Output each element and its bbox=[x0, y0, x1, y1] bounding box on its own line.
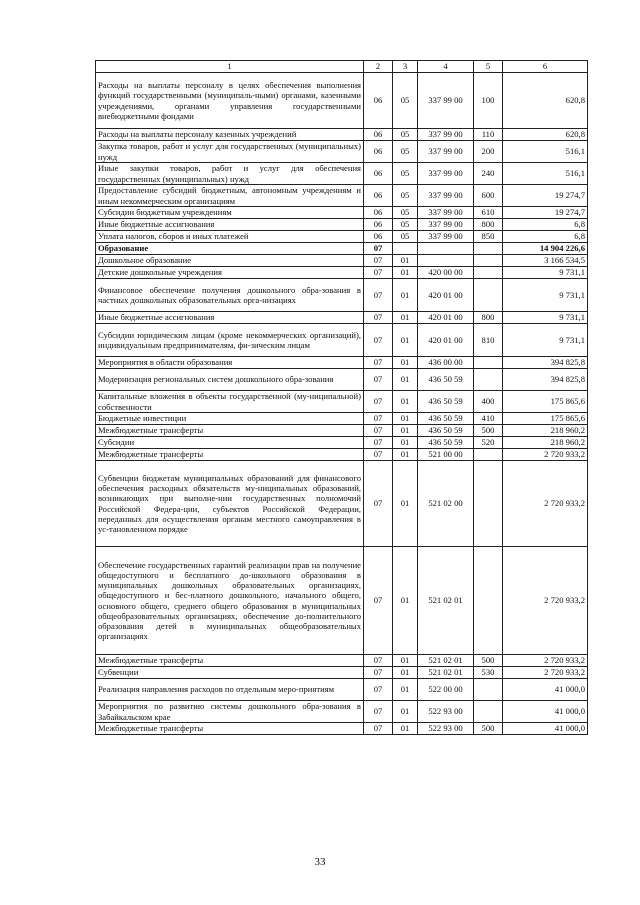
row-subsection: 01 bbox=[393, 679, 418, 701]
table-row bbox=[96, 163, 588, 185]
row-section: 07 bbox=[364, 357, 393, 369]
row-amount: 19 274,7 bbox=[503, 185, 588, 207]
row-expense-type: 410 bbox=[474, 413, 503, 425]
row-expense-type: 530 bbox=[474, 667, 503, 679]
row-expense-type: 500 bbox=[474, 723, 503, 735]
row-section: 07 bbox=[364, 312, 393, 324]
header-cell: 1 bbox=[96, 61, 364, 73]
row-name: Дошкольное образование bbox=[96, 255, 364, 267]
row-section: 07 bbox=[364, 255, 393, 267]
row-section: 07 bbox=[364, 723, 393, 735]
row-expense-type bbox=[474, 461, 503, 547]
table-row bbox=[96, 279, 588, 312]
header-row bbox=[96, 61, 588, 73]
table-row bbox=[96, 129, 588, 141]
row-expense-type: 110 bbox=[474, 129, 503, 141]
row-target-article: 521 00 00 bbox=[418, 449, 474, 461]
row-target-article: 521 02 01 bbox=[418, 655, 474, 667]
row-section: 07 bbox=[364, 391, 393, 413]
table-row bbox=[96, 679, 588, 701]
row-name: Уплата налогов, сборов и иных платежей bbox=[96, 231, 364, 243]
row-amount: 516,1 bbox=[503, 141, 588, 163]
row-name: Межбюджетные трансферты bbox=[96, 723, 364, 735]
row-amount: 2 720 933,2 bbox=[503, 461, 588, 547]
row-subsection: 01 bbox=[393, 279, 418, 312]
row-section: 07 bbox=[364, 461, 393, 547]
row-target-article: 521 02 01 bbox=[418, 667, 474, 679]
row-expense-type: 810 bbox=[474, 324, 503, 357]
row-target-article: 337 99 00 bbox=[418, 141, 474, 163]
row-name: Капитальные вложения в объекты государственной (му-ниципальной) собственности bbox=[96, 391, 364, 413]
row-name: Расходы на выплаты персоналу в целях обеспечения выполнения функций государственными (муниципаль-ными) органами, казенными учреждениями, органами управления государственными внебюджетными фондами bbox=[96, 73, 364, 129]
row-expense-type bbox=[474, 255, 503, 267]
row-amount: 9 731,1 bbox=[503, 267, 588, 279]
row-section: 07 bbox=[364, 279, 393, 312]
row-expense-type: 800 bbox=[474, 219, 503, 231]
row-name: Реализация направления расходов по отдельным меро-приятиям bbox=[96, 679, 364, 701]
row-subsection: 01 bbox=[393, 437, 418, 449]
table-row bbox=[96, 369, 588, 391]
row-amount: 2 720 933,2 bbox=[503, 547, 588, 655]
row-section: 06 bbox=[364, 207, 393, 219]
row-expense-type: 500 bbox=[474, 425, 503, 437]
row-subsection: 01 bbox=[393, 391, 418, 413]
row-section: 06 bbox=[364, 219, 393, 231]
row-target-article: 521 02 00 bbox=[418, 461, 474, 547]
page-number: 33 bbox=[314, 856, 326, 868]
row-expense-type bbox=[474, 701, 503, 723]
row-subsection: 01 bbox=[393, 667, 418, 679]
row-name: Закупка товаров, работ и услуг для государственных (муниципальных) нужд bbox=[96, 141, 364, 163]
row-amount: 41 000,0 bbox=[503, 701, 588, 723]
row-target-article: 420 01 00 bbox=[418, 312, 474, 324]
table-row bbox=[96, 231, 588, 243]
row-name: Бюджетные инвестиции bbox=[96, 413, 364, 425]
row-subsection: 01 bbox=[393, 413, 418, 425]
row-amount: 2 720 933,2 bbox=[503, 449, 588, 461]
row-expense-type: 600 bbox=[474, 185, 503, 207]
row-target-article bbox=[418, 243, 474, 255]
row-name: Обеспечение государственных гарантий реализации прав на получение общедоступного и бесплатного до-школьного образования в муниципальных дошкольных образовательных организациях, общедоступного и бес-платного дошкольного, начального общего, основного общего, среднего общего образования в муниципальных общеобразовательных организациях, обеспечение до-полнительного образования детей в муниципальных общеобразовательных организациях bbox=[96, 547, 364, 655]
table-row bbox=[96, 667, 588, 679]
row-target-article: 420 01 00 bbox=[418, 324, 474, 357]
row-subsection: 05 bbox=[393, 129, 418, 141]
row-section: 07 bbox=[364, 243, 393, 255]
row-name: Образование bbox=[96, 243, 364, 255]
row-expense-type: 240 bbox=[474, 163, 503, 185]
row-name: Предоставление субсидий бюджетным, автономным учреждениям и иным некоммерческим организациям bbox=[96, 185, 364, 207]
row-name: Межбюджетные трансферты bbox=[96, 449, 364, 461]
table-row bbox=[96, 243, 588, 255]
row-section: 06 bbox=[364, 129, 393, 141]
row-name: Финансовое обеспечение получения дошкольного обра-зования в частных дошкольных образовательных орга-низациях bbox=[96, 279, 364, 312]
table-body bbox=[96, 73, 588, 735]
row-subsection: 01 bbox=[393, 449, 418, 461]
table-row bbox=[96, 207, 588, 219]
row-name: Межбюджетные трансферты bbox=[96, 655, 364, 667]
row-name: Субсидии бюджетным учреждениям bbox=[96, 207, 364, 219]
row-amount: 218 960,2 bbox=[503, 425, 588, 437]
row-section: 07 bbox=[364, 547, 393, 655]
row-target-article: 436 00 00 bbox=[418, 357, 474, 369]
row-amount: 3 166 534,5 bbox=[503, 255, 588, 267]
row-subsection: 01 bbox=[393, 267, 418, 279]
table-row bbox=[96, 324, 588, 357]
row-expense-type bbox=[474, 369, 503, 391]
table-row bbox=[96, 723, 588, 735]
row-expense-type bbox=[474, 243, 503, 255]
row-target-article: 337 99 00 bbox=[418, 207, 474, 219]
row-target-article: 337 99 00 bbox=[418, 219, 474, 231]
row-name: Модернизация региональных систем дошкольного обра-зования bbox=[96, 369, 364, 391]
row-amount: 14 904 226,6 bbox=[503, 243, 588, 255]
row-amount: 41 000,0 bbox=[503, 723, 588, 735]
row-subsection: 01 bbox=[393, 655, 418, 667]
table-row bbox=[96, 449, 588, 461]
row-section: 06 bbox=[364, 73, 393, 129]
row-amount: 6,8 bbox=[503, 231, 588, 243]
row-amount: 9 731,1 bbox=[503, 324, 588, 357]
row-expense-type bbox=[474, 547, 503, 655]
row-subsection: 01 bbox=[393, 461, 418, 547]
row-expense-type: 200 bbox=[474, 141, 503, 163]
table-row bbox=[96, 185, 588, 207]
table-row bbox=[96, 391, 588, 413]
row-section: 07 bbox=[364, 679, 393, 701]
row-section: 07 bbox=[364, 667, 393, 679]
row-name: Иные бюджетные ассигнования bbox=[96, 312, 364, 324]
row-amount: 394 825,8 bbox=[503, 357, 588, 369]
table-row bbox=[96, 547, 588, 655]
row-subsection: 01 bbox=[393, 547, 418, 655]
row-target-article: 521 02 01 bbox=[418, 547, 474, 655]
row-expense-type: 100 bbox=[474, 73, 503, 129]
row-target-article: 420 01 00 bbox=[418, 279, 474, 312]
row-amount: 2 720 933,2 bbox=[503, 667, 588, 679]
row-subsection: 05 bbox=[393, 163, 418, 185]
table-row bbox=[96, 267, 588, 279]
row-expense-type: 500 bbox=[474, 655, 503, 667]
table-row bbox=[96, 357, 588, 369]
row-subsection: 05 bbox=[393, 219, 418, 231]
table-row bbox=[96, 413, 588, 425]
header-cell: 6 bbox=[503, 61, 588, 73]
row-amount: 218 960,2 bbox=[503, 437, 588, 449]
table-row bbox=[96, 425, 588, 437]
table-row bbox=[96, 73, 588, 129]
row-subsection: 01 bbox=[393, 369, 418, 391]
row-target-article: 337 99 00 bbox=[418, 73, 474, 129]
row-amount: 620,8 bbox=[503, 73, 588, 129]
row-name: Субвенции бюджетам муниципальных образований для финансового обеспечения расходных обязательств му-ниципальных образований, возникающих при выполне-нии государственных полномочий Российской Федера-ции, субъектов Российской Федерации, переданных для осуществления органам местного самоуправления в ус-тановленном порядке bbox=[96, 461, 364, 547]
row-expense-type: 400 bbox=[474, 391, 503, 413]
row-subsection: 05 bbox=[393, 185, 418, 207]
row-section: 07 bbox=[364, 267, 393, 279]
row-expense-type bbox=[474, 449, 503, 461]
header-cell: 2 bbox=[364, 61, 393, 73]
row-expense-type: 850 bbox=[474, 231, 503, 243]
row-target-article: 436 50 59 bbox=[418, 437, 474, 449]
row-section: 07 bbox=[364, 413, 393, 425]
row-amount: 620,8 bbox=[503, 129, 588, 141]
row-amount: 9 731,1 bbox=[503, 279, 588, 312]
row-expense-type bbox=[474, 279, 503, 312]
row-name: Иные закупки товаров, работ и услуг для обеспечения государственных (муниципальных) нужд bbox=[96, 163, 364, 185]
row-target-article: 337 99 00 bbox=[418, 163, 474, 185]
row-amount: 516,1 bbox=[503, 163, 588, 185]
row-expense-type: 520 bbox=[474, 437, 503, 449]
row-subsection: 01 bbox=[393, 324, 418, 357]
row-subsection: 01 bbox=[393, 701, 418, 723]
row-section: 07 bbox=[364, 437, 393, 449]
row-amount: 6,8 bbox=[503, 219, 588, 231]
table-row bbox=[96, 219, 588, 231]
header-cell: 4 bbox=[418, 61, 474, 73]
table-row bbox=[96, 437, 588, 449]
row-expense-type bbox=[474, 357, 503, 369]
row-name: Субсидии bbox=[96, 437, 364, 449]
table-row bbox=[96, 141, 588, 163]
header-cell: 5 bbox=[474, 61, 503, 73]
row-subsection: 01 bbox=[393, 255, 418, 267]
row-expense-type: 610 bbox=[474, 207, 503, 219]
row-subsection: 05 bbox=[393, 231, 418, 243]
table-row bbox=[96, 255, 588, 267]
row-name: Иные бюджетные ассигнования bbox=[96, 219, 364, 231]
row-section: 07 bbox=[364, 324, 393, 357]
row-section: 07 bbox=[364, 369, 393, 391]
row-subsection: 05 bbox=[393, 141, 418, 163]
table-row bbox=[96, 312, 588, 324]
row-target-article: 436 50 59 bbox=[418, 369, 474, 391]
row-amount: 19 274,7 bbox=[503, 207, 588, 219]
row-subsection: 05 bbox=[393, 73, 418, 129]
table-row bbox=[96, 461, 588, 547]
row-expense-type: 800 bbox=[474, 312, 503, 324]
row-amount: 41 000,0 bbox=[503, 679, 588, 701]
row-section: 06 bbox=[364, 141, 393, 163]
row-section: 07 bbox=[364, 701, 393, 723]
table-row bbox=[96, 655, 588, 667]
row-name: Мероприятия по развитию системы дошкольного обра-зования в Забайкальском крае bbox=[96, 701, 364, 723]
row-target-article: 436 50 59 bbox=[418, 413, 474, 425]
row-section: 06 bbox=[364, 163, 393, 185]
row-section: 07 bbox=[364, 655, 393, 667]
row-target-article: 436 50 59 bbox=[418, 391, 474, 413]
row-target-article: 522 93 00 bbox=[418, 723, 474, 735]
row-target-article: 420 00 00 bbox=[418, 267, 474, 279]
row-subsection: 01 bbox=[393, 425, 418, 437]
row-name: Субвенции bbox=[96, 667, 364, 679]
row-name: Межбюджетные трансферты bbox=[96, 425, 364, 437]
row-amount: 175 865,6 bbox=[503, 413, 588, 425]
row-amount: 394 825,8 bbox=[503, 369, 588, 391]
row-target-article: 337 99 00 bbox=[418, 185, 474, 207]
row-target-article bbox=[418, 255, 474, 267]
row-name: Мероприятия в области образования bbox=[96, 357, 364, 369]
row-name: Субсидии юридическим лицам (кроме некоммерческих организаций), индивидуальным предпринимателям, фи-зическим лицам bbox=[96, 324, 364, 357]
row-subsection bbox=[393, 243, 418, 255]
row-subsection: 05 bbox=[393, 207, 418, 219]
row-amount: 9 731,1 bbox=[503, 312, 588, 324]
header-cell: 3 bbox=[393, 61, 418, 73]
row-section: 07 bbox=[364, 449, 393, 461]
row-subsection: 01 bbox=[393, 312, 418, 324]
budget-table bbox=[95, 60, 588, 735]
row-name: Расходы на выплаты персоналу казенных учреждений bbox=[96, 129, 364, 141]
row-expense-type bbox=[474, 679, 503, 701]
row-target-article: 337 99 00 bbox=[418, 129, 474, 141]
row-section: 06 bbox=[364, 185, 393, 207]
row-amount: 2 720 933,2 bbox=[503, 655, 588, 667]
row-target-article: 522 93 00 bbox=[418, 701, 474, 723]
row-target-article: 522 00 00 bbox=[418, 679, 474, 701]
row-section: 06 bbox=[364, 231, 393, 243]
table-row bbox=[96, 701, 588, 723]
row-expense-type bbox=[474, 267, 503, 279]
row-target-article: 436 50 59 bbox=[418, 425, 474, 437]
row-amount: 175 865,6 bbox=[503, 391, 588, 413]
row-target-article: 337 99 00 bbox=[418, 231, 474, 243]
row-subsection: 01 bbox=[393, 357, 418, 369]
row-subsection: 01 bbox=[393, 723, 418, 735]
row-name: Детские дошкольные учреждения bbox=[96, 267, 364, 279]
row-section: 07 bbox=[364, 425, 393, 437]
